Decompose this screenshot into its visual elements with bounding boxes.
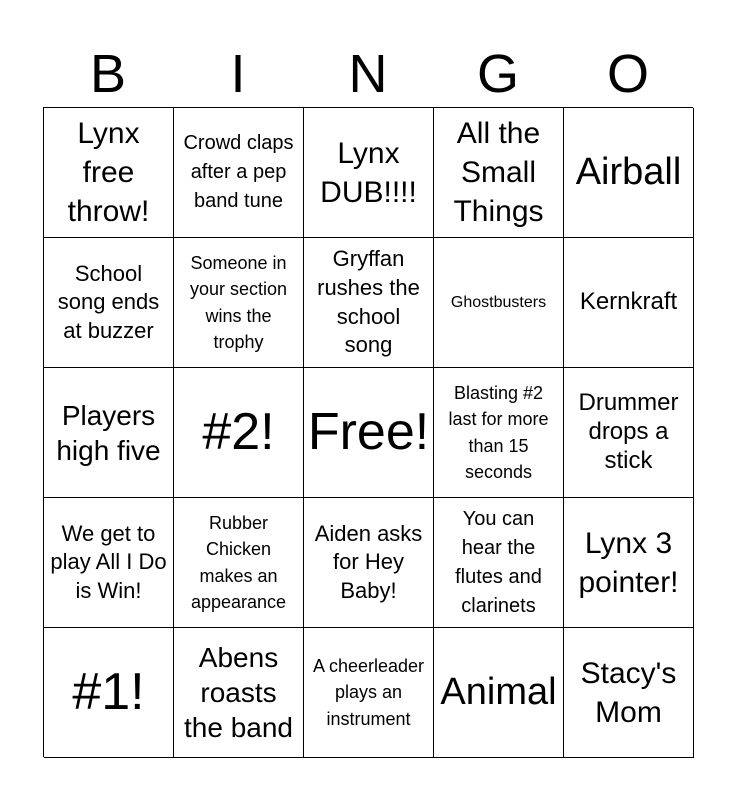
bingo-cell[interactable]: Airball	[564, 108, 694, 238]
bingo-cell[interactable]: Aiden asks for Hey Baby!	[304, 498, 434, 628]
header-letter-b: B	[89, 44, 127, 104]
bingo-cell[interactable]: Blasting #2 last for more than 15 seconds	[434, 368, 564, 498]
header-letter-i: I	[230, 44, 246, 104]
bingo-cell[interactable]: All the Small Things	[434, 108, 564, 238]
bingo-cell[interactable]: #2!	[174, 368, 304, 498]
bingo-cell[interactable]: Someone in your section wins the trophy	[174, 238, 304, 368]
bingo-cell[interactable]: Ghostbusters	[434, 238, 564, 368]
bingo-cell[interactable]: Lynx DUB!!!!	[304, 108, 434, 238]
bingo-header	[43, 40, 693, 108]
free-space[interactable]: Free!	[304, 368, 434, 498]
bingo-cell[interactable]: A cheerleader plays an instrument	[304, 628, 434, 758]
bingo-cell[interactable]: #1!	[44, 628, 174, 758]
bingo-cell[interactable]: Animal	[434, 628, 564, 758]
bingo-cell[interactable]: Lynx 3 pointer!	[564, 498, 694, 628]
bingo-cell[interactable]: Stacy's Mom	[564, 628, 694, 758]
bingo-cell[interactable]: School song ends at buzzer	[44, 238, 174, 368]
bingo-cell[interactable]: Crowd claps after a pep band tune	[174, 108, 304, 238]
bingo-cell[interactable]: Players high five	[44, 368, 174, 498]
bingo-cell[interactable]: Abens roasts the band	[174, 628, 304, 758]
bingo-board	[43, 107, 693, 757]
bingo-cell[interactable]: Gryffan rushes the school song	[304, 238, 434, 368]
bingo-cell[interactable]: Kernkraft	[564, 238, 694, 368]
header-letter-n: N	[348, 44, 388, 104]
header-letter-o: O	[606, 44, 649, 104]
bingo-cell[interactable]: Rubber Chicken makes an appearance	[174, 498, 304, 628]
bingo-cell[interactable]: We get to play All I Do is Win!	[44, 498, 174, 628]
bingo-cell[interactable]: You can hear the flutes and clarinets	[434, 498, 564, 628]
bingo-cell[interactable]: Lynx free throw!	[44, 108, 174, 238]
header-letter-g: G	[476, 44, 519, 104]
bingo-cell[interactable]: Drummer drops a stick	[564, 368, 694, 498]
